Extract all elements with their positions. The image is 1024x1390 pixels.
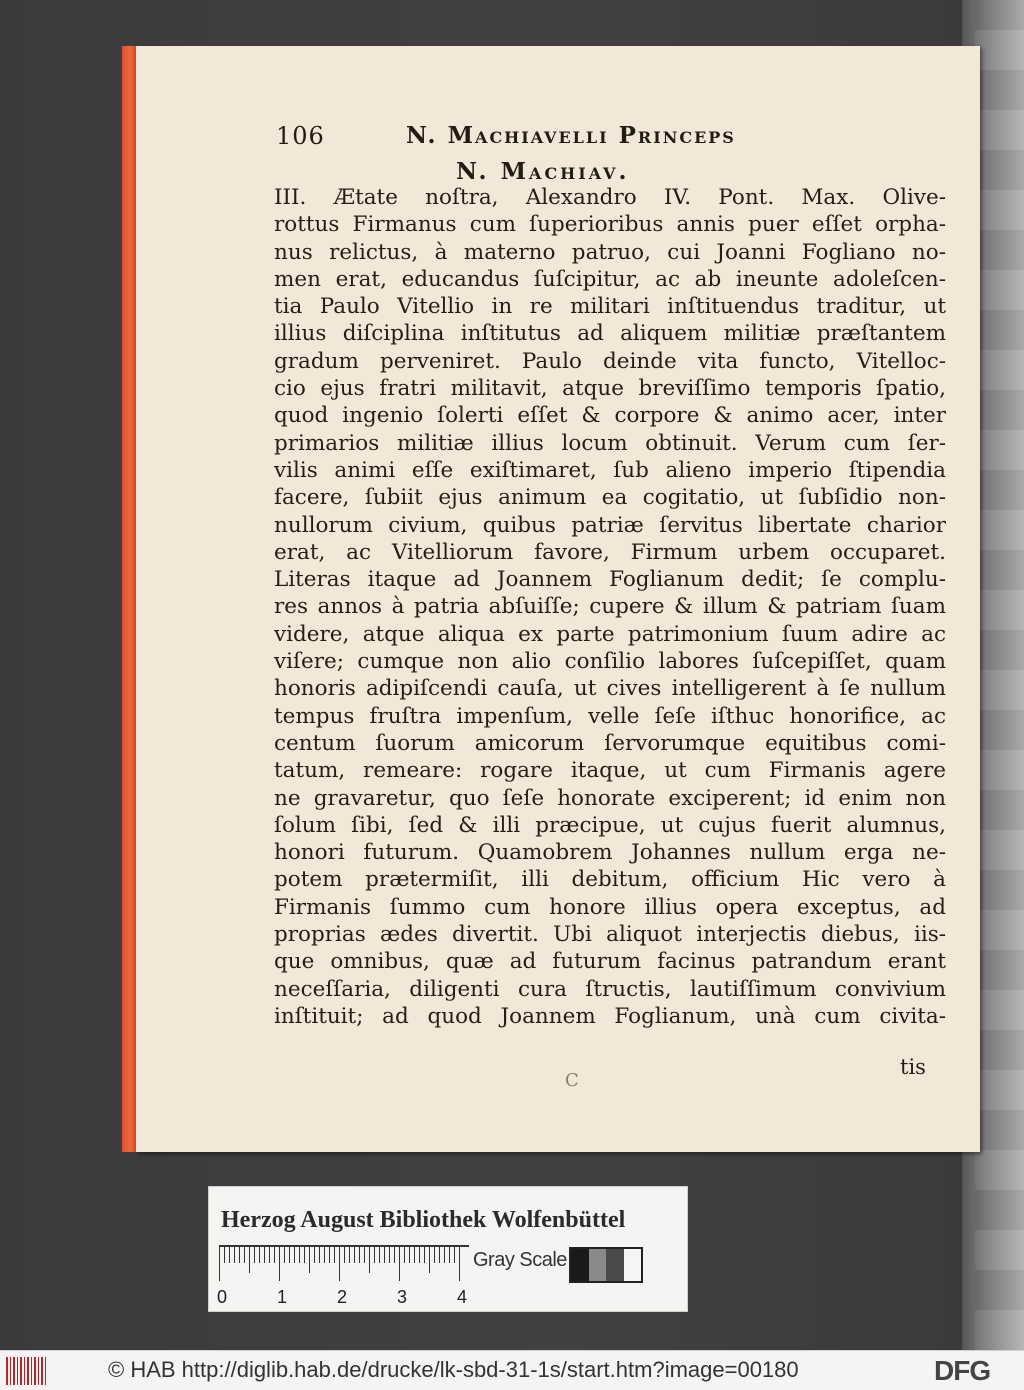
body-text: [274, 184, 946, 1030]
gray-patch: [606, 1249, 624, 1281]
ruler-tick: [324, 1247, 325, 1263]
ruler-label: 2: [337, 1287, 348, 1307]
text-line: honori futurum. Quamobrem Johannes nullum erga ne-: [274, 840, 946, 866]
ruler-label: 3: [397, 1287, 408, 1307]
text-line: rottus Firmanus cum ſuperioribus annis puer eſſet orpha-: [274, 212, 946, 238]
page-number: 106: [276, 122, 325, 150]
ruler-tick: [459, 1247, 460, 1281]
ruler-label: 0: [217, 1287, 228, 1307]
ruler-tick: [364, 1247, 365, 1263]
ruler-tick: [229, 1247, 230, 1263]
ruler-tick: [249, 1247, 250, 1273]
text-line: tatum, remeare: rogare itaque, ut cum Firmanis agere: [274, 758, 946, 784]
ruler-tick: [314, 1247, 315, 1263]
ruler-tick: [349, 1247, 350, 1263]
ruler-tick: [319, 1247, 320, 1263]
ruler-tick: [299, 1247, 300, 1263]
ruler-label: 1: [277, 1287, 288, 1307]
ruler-tick: [359, 1247, 360, 1263]
ruler-tick: [244, 1247, 245, 1263]
ruler-tick: [269, 1247, 270, 1263]
catchword: tis: [900, 1055, 926, 1079]
text-line: men erat, educandus ſuſcipitur, ac ab ineunte adoleſcen-: [274, 266, 946, 292]
gray-scale-patches: [569, 1247, 643, 1283]
text-line: ne gravaretur, quo ſeſe honorate exciperent; id enim non: [274, 785, 946, 811]
ruler-tick: [429, 1247, 430, 1273]
ruler-tick: [369, 1247, 370, 1273]
gray-patch: [624, 1249, 642, 1281]
ruler-tick: [354, 1247, 355, 1263]
ruler-tick: [449, 1247, 450, 1263]
text-line: Literas itaque ad Joannem Foglianum dedit; ſe complu-: [274, 567, 946, 593]
ruler-tick: [439, 1247, 440, 1263]
text-line: neceſſaria, diligenti cura ſtructis, lautiſſimum convivium: [274, 976, 946, 1002]
text-line: erat, ac Vitelliorum favore, Firmum urbem occuparet.: [274, 539, 946, 565]
text-line: que omnibus, quæ ad futurum facinus patrandum erant: [274, 949, 946, 975]
ruler-tick: [379, 1247, 380, 1263]
ruler-tick: [219, 1247, 220, 1281]
text-line: quod ingenio ſolerti eſſet & corpore & animo acer, inter: [274, 403, 946, 429]
ruler-tick: [289, 1247, 290, 1263]
ruler-labels: [217, 1287, 477, 1311]
ruler-label: 4: [457, 1287, 468, 1307]
ruler-tick: [394, 1247, 395, 1263]
section-heading: N. Machiav.: [456, 158, 630, 185]
ruler-tick: [344, 1247, 345, 1263]
text-line: proprias ædes divertit. Ubi aliquot interjectis diebus, iis-: [274, 922, 946, 948]
ruler-tick: [444, 1247, 445, 1263]
gray-patch: [571, 1249, 589, 1281]
text-line: potem prætermiſit, illi debitum, officium Hic vero à: [274, 867, 946, 893]
gray-scale-label: Gray Scale: [473, 1249, 567, 1271]
adjacent-page-texture: [975, 0, 1024, 1350]
ruler-tick: [424, 1247, 425, 1263]
ruler-tick: [224, 1247, 225, 1263]
ruler-tick: [279, 1247, 280, 1281]
ruler-tick: [274, 1247, 275, 1263]
text-line: ſolum ſibi, ſed & illi præcipue, ut cujus fuerit alumnus,: [274, 812, 946, 838]
ruler-tick: [404, 1247, 405, 1263]
text-line: nus relictus, à materno patruo, cui Joanni Fogliano no-: [274, 239, 946, 265]
text-line: honoris adipiſcendi cauſa, ut cives intelligerent à ſe nullum: [274, 676, 946, 702]
ruler-tick: [259, 1247, 260, 1263]
ruler-tick: [414, 1247, 415, 1263]
dfg-logo: DFG: [934, 1355, 991, 1386]
ruler-tick: [389, 1247, 390, 1263]
text-line: tia Paulo Vitellio in re militari inſtituendus traditur, ut: [274, 294, 946, 320]
measurement-ruler: [219, 1245, 469, 1279]
ruler-tick: [419, 1247, 420, 1263]
text-line: primarios militiæ illius locum obtinuit. Verum cum ſer-: [274, 430, 946, 456]
text-line: res annos à patria abſuiſſe; cupere & illum & patriam ſuam: [274, 594, 946, 620]
ruler-tick: [304, 1247, 305, 1263]
text-line: centum ſuorum amicorum ſervorumque equitibus comi-: [274, 730, 946, 756]
text-line: inſtituit; ad quod Joannem Foglianum, unà cum civita-: [274, 1003, 946, 1029]
ruler-tick: [339, 1247, 340, 1281]
text-line: gradum perveniret. Paulo deinde vita functo, Vitelloc-: [274, 348, 946, 374]
ruler-tick: [329, 1247, 330, 1263]
ruler-tick: [454, 1247, 455, 1263]
ruler-tick: [409, 1247, 410, 1263]
gray-patch: [589, 1249, 607, 1281]
ruler-tick: [239, 1247, 240, 1263]
viewer-footer: [0, 1350, 1024, 1390]
text-line: cio ejus fratri militavit, atque breviſſimo temporis ſpatio,: [274, 376, 946, 402]
ruler-tick: [264, 1247, 265, 1263]
ruler-tick: [384, 1247, 385, 1263]
running-title: N. Machiavelli Princeps: [406, 122, 736, 149]
library-name: Herzog August Bibliothek Wolfenbüttel: [221, 1207, 626, 1233]
text-line: viſere; cumque non alio conſilio labores ſuſcepiſſet, quam: [274, 649, 946, 675]
text-line: tempus fruſtra impenſum, velle ſeſe iſthuc honorifice, ac: [274, 703, 946, 729]
running-head: [276, 122, 806, 156]
ruler-tick: [434, 1247, 435, 1263]
text-line: videre, atque aliqua ex parte patrimonium ſuum adire ac: [274, 621, 946, 647]
color-target-card: [208, 1186, 688, 1312]
ruler-tick: [234, 1247, 235, 1263]
barcode-icon: [6, 1357, 48, 1385]
text-line: Firmanis ſummo cum honore illius opera exceptus, ad: [274, 894, 946, 920]
ruler-tick: [294, 1247, 295, 1263]
ruler-tick: [254, 1247, 255, 1263]
ruler-tick: [309, 1247, 310, 1273]
ruler-tick: [374, 1247, 375, 1263]
text-line: illius diſciplina inſtitutus ad aliquem militiæ præſtantem: [274, 321, 946, 347]
text-line: III. Ætate noſtra, Alexandro IV. Pont. Max. Olive-: [274, 185, 946, 210]
ruler-tick: [399, 1247, 400, 1281]
text-line: nullorum civium, quibus patriæ ſervitus libertate charior: [274, 512, 946, 538]
ruler-tick: [284, 1247, 285, 1263]
footer-citation[interactable]: © HAB http://diglib.hab.de/drucke/lk-sbd-31-1s/start.htm?image=00180: [108, 1357, 799, 1382]
text-line: vilis animi eſſe exiſtimaret, ſub alieno imperio ſtipendia: [274, 457, 946, 483]
signature-mark: C: [565, 1070, 579, 1091]
text-line: facere, ſubiit ejus animum ea cogitatio, ut ſubſidio non-: [274, 485, 946, 511]
ruler-tick: [334, 1247, 335, 1263]
